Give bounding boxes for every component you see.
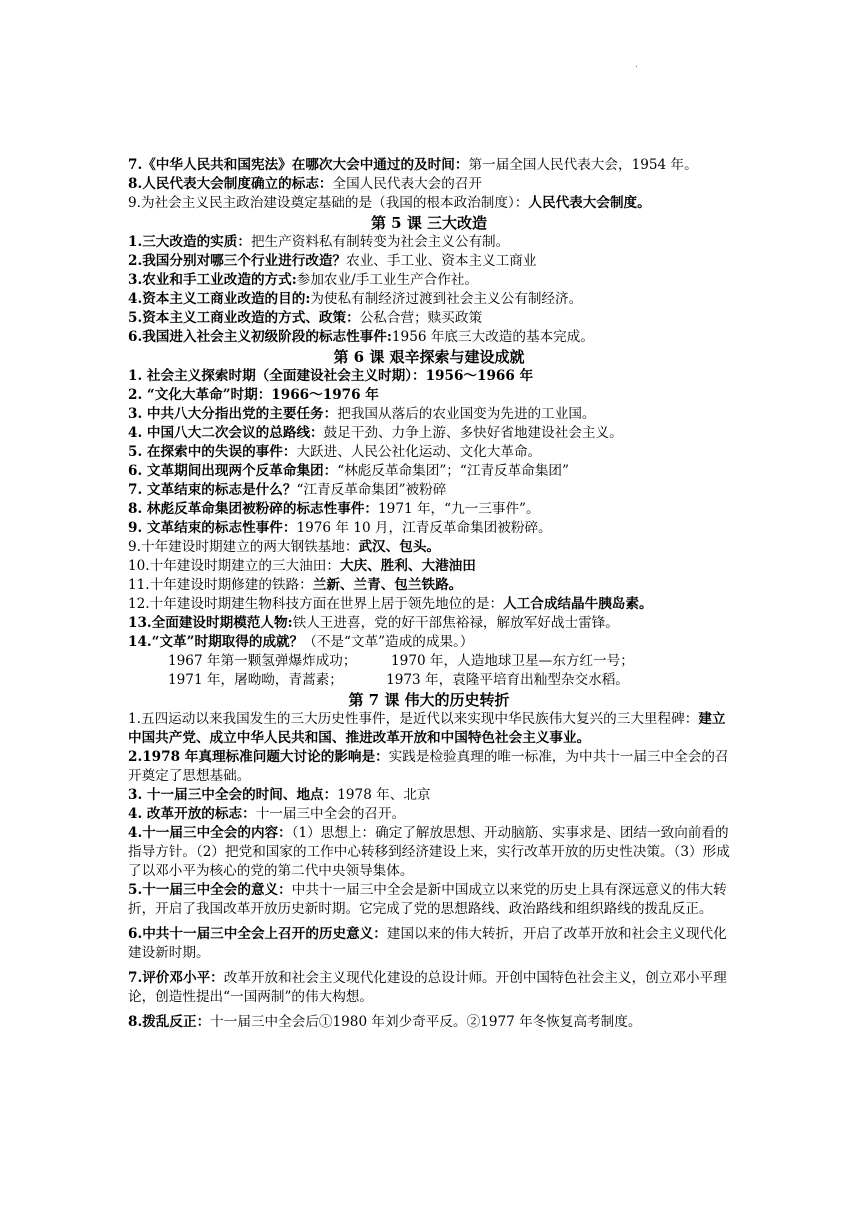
- item-label: 12.十年建设时期建生物科技方面在世界上居于领先地位的是：: [128, 596, 504, 612]
- item-label: 8. 林彪反革命集团被粉碎的标志性事件：: [128, 501, 379, 517]
- item-label: 3. 中共八大分指出党的主要任务：: [128, 406, 338, 422]
- achievement-row: 1971 年，屠呦呦，青蒿素； 1973 年，袁隆平培育出籼型杂交水稻。: [168, 672, 629, 688]
- item-answer: 1976 年 10 月，江青反革命集团被粉碎。: [296, 520, 552, 536]
- item-label: 5.十一届三中全会的意义：: [128, 882, 292, 898]
- list-item: [128, 386, 730, 405]
- list-item: [128, 233, 730, 252]
- item-answer: “林彪反革命集团”；“江青反革命集团”: [337, 463, 569, 479]
- list-item: [128, 443, 730, 462]
- list-item: [128, 252, 730, 271]
- item-label: 11.十年建设时期修建的铁路：: [128, 577, 313, 593]
- list-item: [128, 805, 730, 824]
- list-item: [128, 969, 730, 1007]
- item-label: 9.十年建设时期建立的两大钢铁基地：: [128, 539, 359, 555]
- item-answer: （1）思想上：确定了解放思想、开动脑筋、实事求是、团结一致向前看的指导方针。（2）把党和国家的工作中心转移到经济建设上来，实行改革开放的历史性决策。（3）形成了以邓小平为核心的党的第二代中央领导集体。: [128, 825, 730, 879]
- item-answer: 十一届三中全会的召开。: [255, 806, 406, 822]
- item-answer: 公私合营；赎买政策: [359, 310, 483, 326]
- item-label: 1.五四运动以来我国发生的三大历史性事件，是近代以来实现中华民族伟大复兴的三大里程碑：: [128, 711, 699, 727]
- item-label: 3. 十一届三中全会的时间、地点：: [128, 787, 338, 803]
- item-label: 9. 文革结束的标志性事件：: [128, 520, 297, 536]
- item-label: 5.资本主义工商业改造的方式、政策：: [128, 310, 360, 326]
- item-answer: 参加农业/手工业生产合作社。: [296, 272, 479, 288]
- list-item: [128, 824, 730, 881]
- list-item: [128, 290, 730, 309]
- lesson6-list: [128, 367, 730, 690]
- list-item: [128, 881, 730, 919]
- item-label: 8.拨乱反正：: [128, 1014, 211, 1030]
- list-item: [128, 271, 730, 290]
- list-item: [128, 614, 730, 633]
- item-answer: 建立中国共产党、成立中华人民共和国、推进改革开放和中国特色社会主义事业。: [128, 711, 726, 746]
- item-label: 7.评价邓小平：: [128, 970, 224, 986]
- list-item: [128, 633, 730, 652]
- list-item: [128, 786, 730, 805]
- item-label: 1. 社会主义探索时期（全面建设社会主义时期）：1956～1966 年: [128, 368, 534, 384]
- item-label: 2.我国分别对哪三个行业进行改造？: [128, 253, 347, 269]
- q7-label: 7.《中华人民共和国宪法》在哪次大会中通过的及时间：: [128, 157, 469, 173]
- item-answer: 把生产资料私有制转变为社会主义公有制。: [250, 234, 510, 250]
- item-answer: 1971 年，“九一三事件”。: [378, 501, 540, 517]
- item-label: 4. 改革开放的标志：: [128, 806, 256, 822]
- corner-mark: .: [635, 60, 638, 70]
- list-item: [128, 519, 730, 538]
- item-label: 14.“文革”时期取得的成就？: [128, 634, 304, 650]
- list-item: [128, 462, 730, 481]
- item-label: 4.十一届三中全会的内容：: [128, 825, 292, 841]
- lesson6-title: 第 6 课 艰辛探索与建设成就: [333, 348, 525, 366]
- item-answer: 把我国从落后的农业国变为先进的工业国。: [337, 406, 596, 422]
- q9-label: 9.为社会主义民主政治建设奠定基础的是（我国的根本政治制度）：: [128, 195, 529, 211]
- list-item: [128, 538, 730, 557]
- list-item: [128, 424, 730, 443]
- lesson5-list: [128, 233, 730, 347]
- item-answer: 大庆、胜利、大港油田: [339, 558, 476, 574]
- item-answer: 人工合成结晶牛胰岛素。: [503, 596, 653, 612]
- item-answer: 武汉、包头。: [358, 539, 441, 555]
- list-item: [128, 710, 730, 748]
- q7: [128, 156, 730, 175]
- item-answer: （不是“文革”造成的成果。）: [303, 634, 474, 650]
- item-answer: 改革开放和社会主义现代化建设的总设计师。开创中国特色社会主义，创立邓小平理论，创造性提出“一国两制”的伟大构想。: [128, 970, 727, 1005]
- item-answer: 实践是检验真理的唯一标准，为中共十一届三中全会的召开奠定了思想基础。: [128, 749, 729, 784]
- item-answer: 1978 年、北京: [337, 787, 431, 803]
- item-label: 1.三大改造的实质：: [128, 234, 251, 250]
- q9-answer: 人民代表大会制度。: [528, 195, 651, 211]
- item-answer: “江青反革命集团”被粉碎: [296, 482, 447, 498]
- item-label: 7. 文革结束的标志是什么？: [128, 482, 297, 498]
- list-item: [128, 557, 730, 576]
- q8-answer: 全国人民代表大会的召开: [332, 176, 483, 192]
- item-answer: 为使私有制经济过渡到社会主义公有制经济。: [310, 291, 583, 307]
- item-answer: 农业、手工业、资本主义工商业: [346, 253, 537, 269]
- list-item: [128, 309, 730, 328]
- item-label: 6.我国进入社会主义初级阶段的标志性事件:: [128, 329, 392, 345]
- list-item: [128, 576, 730, 595]
- q9: [128, 194, 730, 213]
- lesson5-title: 第 5 课 三大改造: [370, 214, 488, 232]
- item-answer: 十一届三中全会后①1980 年刘少奇平反。②1977 年冬恢复高考制度。: [210, 1014, 642, 1030]
- lesson7-list: [128, 710, 730, 1032]
- list-item: [128, 367, 730, 386]
- item-answer: 建国以来的伟大转折，开启了改革开放和社会主义现代化建设新时期。: [128, 926, 727, 961]
- list-item: [128, 481, 730, 500]
- item-label: 6.中共十一届三中全会上召开的历史意义：: [128, 926, 387, 942]
- achievement-row: 1967 年第一颗氢弹爆炸成功； 1970 年，人造地球卫星—东方红一号；: [168, 653, 634, 669]
- list-item: [128, 405, 730, 424]
- item-label: 5. 在探索中的失误的事件：: [128, 444, 297, 460]
- item-label: 2.1978 年真理标准问题大讨论的影响是：: [128, 749, 389, 765]
- q8: [128, 175, 730, 194]
- document-body: [128, 156, 730, 1032]
- list-item: [128, 328, 730, 347]
- item-label: 13.全面建设时期模范人物:: [128, 615, 293, 631]
- item-label: 4. 中国八大二次会议的总路线：: [128, 425, 324, 441]
- lesson7-title: 第 7 课 伟大的历史转折: [348, 691, 510, 709]
- item-answer: 鼓足干劲、力争上游、多快好省地建设社会主义。: [323, 425, 623, 441]
- item-answer: 铁人王进喜，党的好干部焦裕禄，解放军好战士雷锋。: [292, 615, 619, 631]
- item-label: 6. 文革期间出现两个反革命集团：: [128, 463, 338, 479]
- item-answer: 1956 年底三大改造的基本完成。: [391, 329, 594, 345]
- item-answer: 中共十一届三中全会是新中国成立以来党的历史上具有深远意义的伟大转折，开启了我国改革开放历史新时期。它完成了党的思想路线、政治路线和组织路线的拨乱反正。: [128, 882, 727, 917]
- list-item: [128, 595, 730, 614]
- item-label: 10.十年建设时期建立的三大油田：: [128, 558, 340, 574]
- item-answer: 大跃进、人民公社化运动、文化大革命。: [296, 444, 542, 460]
- q7-answer: 第一届全国人民代表大会，1954 年。: [468, 157, 698, 173]
- item-answer: 兰新、兰青、包兰铁路。: [312, 577, 463, 593]
- list-item: [128, 1013, 730, 1032]
- list-item: [128, 500, 730, 519]
- item-label: 4.资本主义工商业改造的目的:: [128, 291, 311, 307]
- list-item: [128, 748, 730, 786]
- list-item: [128, 925, 730, 963]
- item-label: 3.农业和手工业改造的方式:: [128, 272, 297, 288]
- item-label: 2. “文化大革命”时期：1966～1976 年: [128, 387, 379, 403]
- q8-label: 8.人民代表大会制度确立的标志：: [128, 176, 333, 192]
